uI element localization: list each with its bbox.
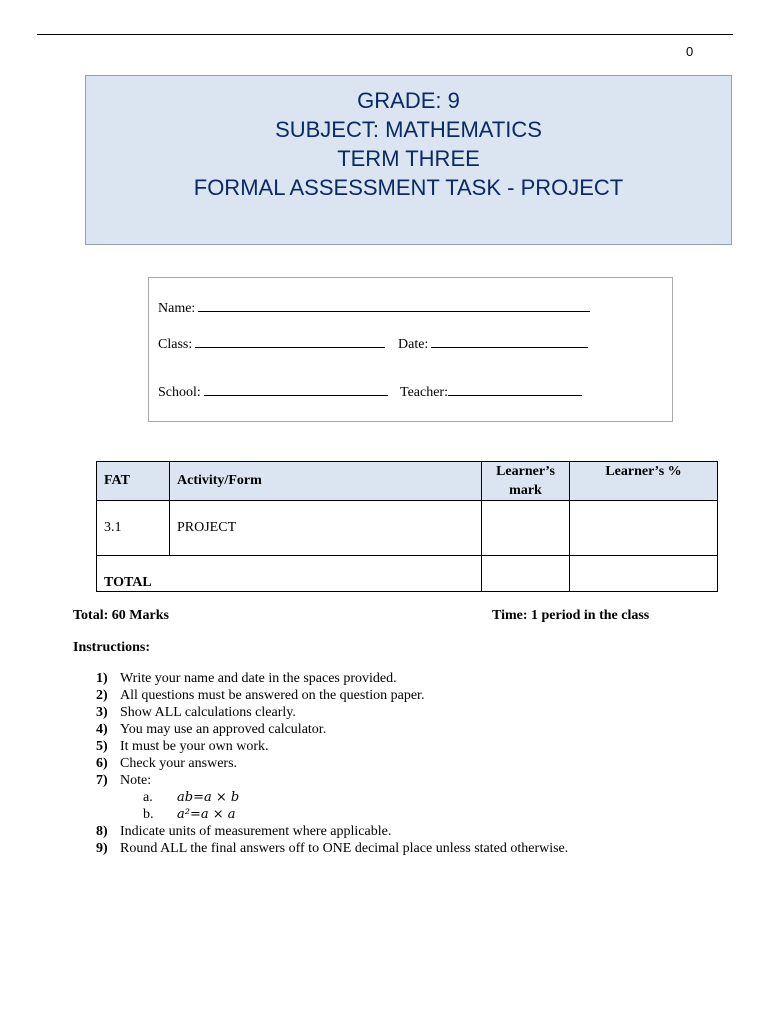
table-header-row <box>97 462 718 501</box>
term-heading: TERM THREE <box>337 146 480 171</box>
col-learner-percent: Learner’s % <box>570 462 718 501</box>
class-row <box>158 335 385 353</box>
item-text: Show ALL calculations clearly. <box>120 705 296 720</box>
total-percent-cell[interactable] <box>570 556 718 592</box>
date-label: Date: <box>398 337 429 352</box>
item-number: 1) <box>96 671 108 686</box>
item-number: 7) <box>96 773 108 788</box>
cell-percent[interactable] <box>570 501 718 556</box>
col-fat: FAT <box>97 462 170 501</box>
note-letter: b. <box>143 807 154 822</box>
note-letter: a. <box>143 790 153 805</box>
item-text: Write your name and date in the spaces provided. <box>120 671 397 686</box>
subject-heading: SUBJECT: MATHEMATICS <box>275 117 542 142</box>
total-mark-cell[interactable] <box>482 556 570 592</box>
teacher-label: Teacher: <box>400 385 448 400</box>
item-text: All questions must be answered on the question paper. <box>120 688 425 703</box>
name-row <box>158 299 590 317</box>
grade-heading: GRADE: 9 <box>357 88 460 113</box>
class-field[interactable] <box>195 335 385 348</box>
item-number: 9) <box>96 841 108 856</box>
page-number: 0 <box>686 44 694 59</box>
item-number: 4) <box>96 722 108 737</box>
item-text: Indicate units of measurement where applicable. <box>120 824 392 839</box>
total-label: TOTAL <box>97 556 482 592</box>
col-learner-mark: Learner’s mark <box>482 462 570 501</box>
cell-mark[interactable] <box>482 501 570 556</box>
school-row <box>158 383 388 401</box>
col-activity: Activity/Form <box>170 462 482 501</box>
date-field[interactable] <box>431 335 588 348</box>
name-label: Name: <box>158 301 196 316</box>
class-label: Class: <box>158 337 193 352</box>
teacher-field[interactable] <box>448 383 582 396</box>
cell-fat: 3.1 <box>97 501 170 556</box>
assessment-table <box>96 461 718 592</box>
item-number: 3) <box>96 705 108 720</box>
school-field[interactable] <box>204 383 388 396</box>
table-row <box>97 501 718 556</box>
item-number: 6) <box>96 756 108 771</box>
item-number: 2) <box>96 688 108 703</box>
note-formula: a²=a × a <box>177 807 236 822</box>
teacher-row <box>400 383 582 401</box>
cell-activity: PROJECT <box>170 501 482 556</box>
total-marks: Total: 60 Marks <box>73 608 169 623</box>
time-allowed: Time: 1 period in the class <box>492 608 650 623</box>
item-text: You may use an approved calculator. <box>120 722 327 737</box>
date-row <box>398 335 588 353</box>
item-number: 8) <box>96 824 108 839</box>
item-text: Round ALL the final answers off to ONE decimal place unless stated otherwise. <box>120 841 569 856</box>
item-text: It must be your own work. <box>120 739 269 754</box>
name-field[interactable] <box>198 299 590 312</box>
task-heading: FORMAL ASSESSMENT TASK - PROJECT <box>193 175 624 200</box>
header-rule <box>37 34 733 35</box>
item-text: Check your answers. <box>120 756 238 771</box>
note-formula: ab=a × b <box>177 790 240 805</box>
item-text: Note: <box>120 773 152 788</box>
title-banner <box>85 75 732 245</box>
item-number: 5) <box>96 739 108 754</box>
school-label: School: <box>158 385 201 400</box>
total-row <box>97 556 718 592</box>
learner-info-box <box>148 277 673 422</box>
instructions-title: Instructions: <box>73 640 151 655</box>
